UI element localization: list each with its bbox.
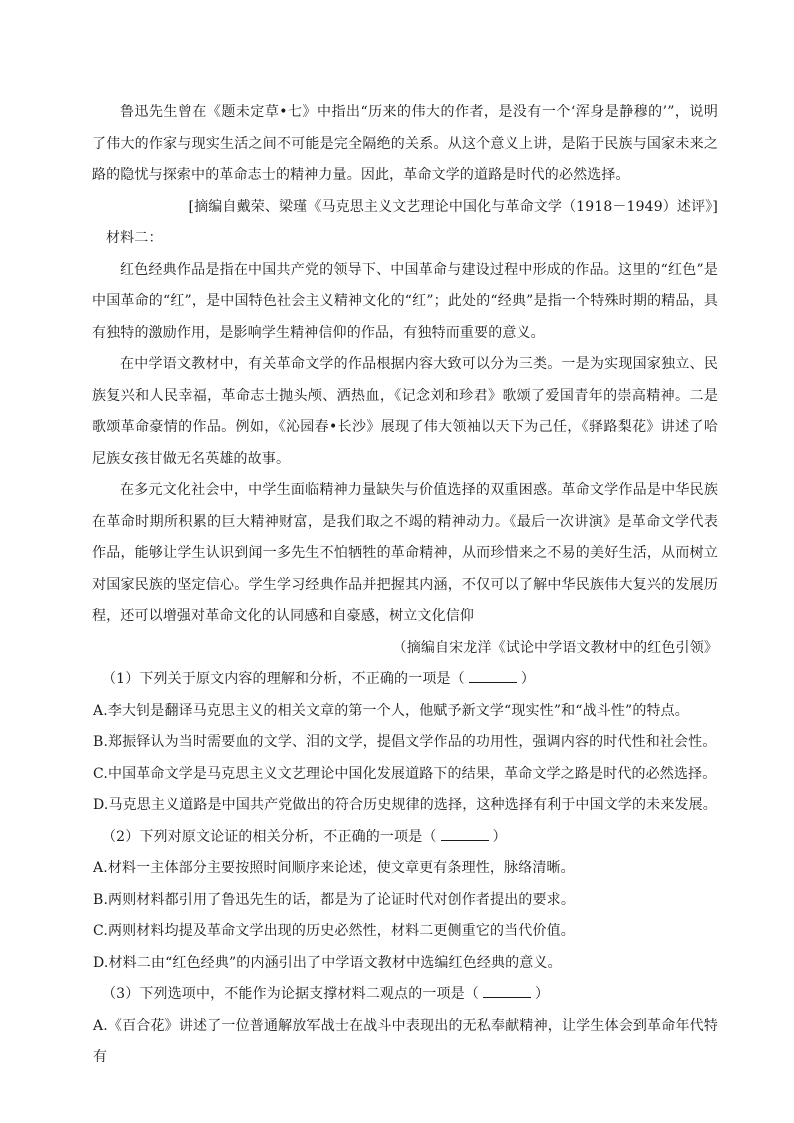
question-1-option-b: B.郑振铎认为当时需要血的文学、泪的文学，提倡文学作品的功用性，强调内容的时代性和社会性。 xyxy=(93,734,717,750)
question-2-option-c: C.两则材料均提及革命文学出现的历史必然性，材料二更侧重它的当代价值。 xyxy=(93,923,575,939)
material2-paragraph-1: 红色经典作品是指在中国共产党的领导下、中国革命与建设过程中形成的作品。这里的“红色”是中国革命的“红”，是中国特色社会主义精神文化的“红”；此处的“经典”是指一个特殊时期的精品，具有独特的激励作用，是影响学生精神信仰的作品，有独特而重要的意义。 xyxy=(92,261,718,341)
answer-blank[interactable] xyxy=(441,826,489,841)
question-2-stem xyxy=(92,822,718,854)
question-3-close: ） xyxy=(534,986,550,1002)
question-3-option-a: A.《百合花》讲述了一位普通解放军战士在战斗中表现出的无私奉献精神，让学生体会到革命年代特有 xyxy=(93,1017,718,1065)
question-1-text: （1）下列关于原文内容的理解和分析，不正确的一项是（ xyxy=(102,671,465,687)
question-2-option-a: A.材料一主体部分主要按照时间顺序来论述，使文章更有条理性，脉络清晰。 xyxy=(93,860,575,876)
question-2-option-d: D.材料二由“红色经典”的内涵引出了中学语文教材中选编红色经典的意义。 xyxy=(93,954,562,971)
question-1-close: ） xyxy=(520,671,535,687)
question-1-option-a: A.李大钊是翻译马克思主义的相关文章的第一个人，他赋予新文学“现实性”和“战斗性”的特点。 xyxy=(93,702,689,719)
document-content xyxy=(92,97,718,1074)
material1-paragraph: 鲁迅先生曾在《题未定草•七》中指出“历来的伟大的作者，是没有一个‘浑身是静穆的’”，说明了伟大的作家与现实生活之间不可能是完全隔绝的关系。从这个意义上讲，是陷于民族与国家未来之路的隐忧与探索中的革命志士的精神力量。因此，革命文学的道路是时代的必然选择。 xyxy=(92,104,718,183)
material2-paragraph-2: 在中学语文教材中，有关革命文学的作品根据内容大致可以分为三类。一是为实现国家独立、民族复兴和人民幸福，革命志士抛头颅、洒热血，《记念刘和珍君》歌颂了爱国青年的崇高精神。二是歌颂革命豪情的作品。例如，《沁园春•长沙》展现了伟大领袖以天下为己任，《驿路梨花》讲述了哈尼族女孩甘做无名英雄的故事。 xyxy=(92,356,718,467)
answer-blank[interactable] xyxy=(483,983,531,998)
question-1-stem xyxy=(92,664,718,696)
material1-source: [摘编自戴荣、梁瑾《马克思主义文艺理论中国化与革命文学（1918－1949）述评》] xyxy=(188,198,718,215)
answer-blank[interactable] xyxy=(469,668,517,683)
question-2-text: （2）下列对原文论证的相关分析，不正确的一项是（ xyxy=(102,828,437,845)
material2-source: （摘编自宋龙洋《试论中学语文教材中的红色引领》 xyxy=(392,639,718,656)
question-2-close: ） xyxy=(492,828,507,845)
question-2-option-b: B.两则材料都引用了鲁迅先生的话，都是为了论证时代对创作者提出的要求。 xyxy=(93,891,575,908)
question-1-option-c: C.中国革命文学是马克思主义文艺理论中国化发展道路下的结果，革命文学之路是时代的必然选择。 xyxy=(93,765,717,782)
question-3-text: （3）下列选项中，不能作为论据支撑材料二观点的一项是（ xyxy=(102,986,479,1002)
question-1-option-d: D.马克思主义道路是中国共产党做出的符合历史规律的选择，这种选择有利于中国文学的未来发展。 xyxy=(93,797,717,813)
material2-paragraph-3: 在多元文化社会中，中学生面临精神力量缺失与价值选择的双重困惑。革命文学作品是中华民族在革命时期所积累的巨大精神财富，是我们取之不竭的精神动力。《最后一次讲演》是革命文学代表作品，能够让学生认识到闻一多先生不怕牺牲的革命精神，从而珍惜来之不易的美好生活，从而树立对国家民族的坚定信心。学生学习经典作品并把握其内涵，不仅可以了解中华民族伟大复兴的发展历程，还可以增强对革命文化的认同感和自豪感，树立文化信仰 xyxy=(92,482,718,624)
question-3-stem xyxy=(92,979,718,1011)
material2-label: 材料二： xyxy=(106,230,163,246)
